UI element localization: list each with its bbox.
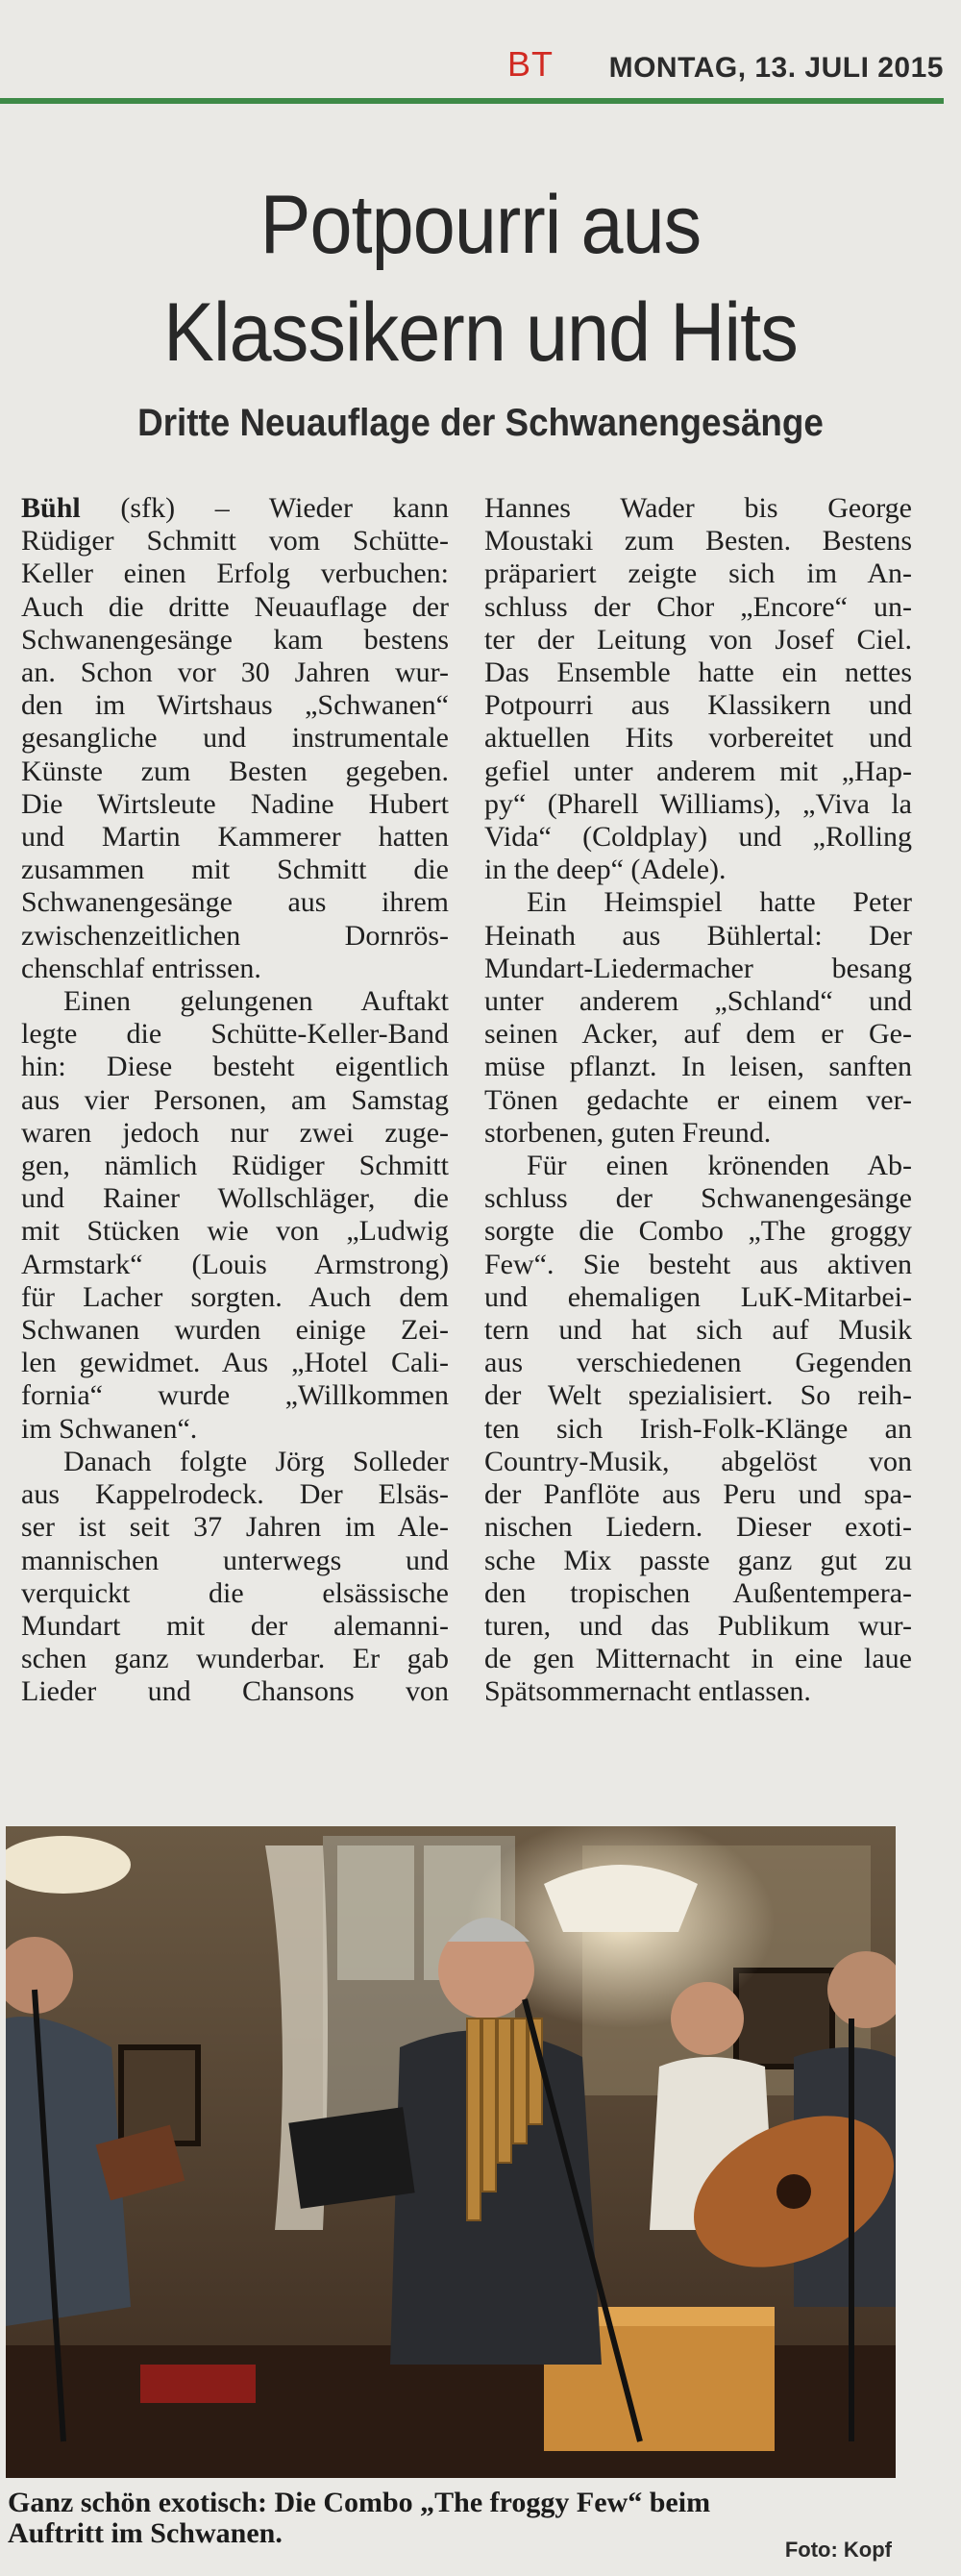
column-line: Keller einen Erfolg verbuchen:: [21, 557, 449, 590]
article-column-right: [484, 492, 912, 1709]
column-line: Schwanengesänge kam bestens: [21, 623, 449, 656]
column-line: Mundart mit der alemanni-: [21, 1609, 449, 1642]
column-line: präpariert zeigte sich im An-: [484, 557, 912, 590]
column-line: den im Wirtshaus „Schwanen“: [21, 689, 449, 722]
column-line: seinen Acker, auf dem er Ge-: [484, 1018, 912, 1051]
column-line: legte die Schütte-Keller-Band: [21, 1018, 449, 1051]
column-line: aus Kappelrodeck. Der Elsäs-: [21, 1478, 449, 1511]
column-line: Tönen gedachte er einem ver-: [484, 1083, 912, 1116]
column-line: Potpourri aus Klassikern und: [484, 689, 912, 722]
column-line: Ein Heimspiel hatte Peter: [527, 886, 912, 919]
column-line: tern und hat sich auf Musik: [484, 1314, 912, 1347]
column-line: verquickt die elsässische: [21, 1576, 449, 1609]
column-line: Schwanen wurden einige Zei-: [21, 1314, 449, 1347]
column-line: mit Stücken wie von „Ludwig: [21, 1215, 449, 1248]
column-line: Moustaki zum Besten. Bestens: [484, 525, 912, 557]
column-line: Auch die dritte Neuauflage der: [21, 590, 449, 623]
column-line: der Welt spezialisiert. So reih-: [484, 1379, 912, 1412]
photo-credit: Foto: Kopf: [784, 2538, 892, 2562]
column-line: len gewidmet. Aus „Hotel Cali-: [21, 1347, 449, 1379]
column-line: Mundart-Liedermacher besang: [484, 952, 912, 984]
column-line: fornia“ wurde „Willkommen: [21, 1379, 449, 1412]
column-line: sorgte die Combo „The groggy: [484, 1215, 912, 1248]
column-line: in the deep“ (Adele).: [484, 854, 727, 886]
column-line: Einen gelungenen Auftakt: [63, 985, 449, 1018]
column-line: Heinath aus Bühlertal: Der: [484, 919, 912, 952]
column-line: Künste zum Besten gegeben.: [21, 755, 449, 787]
column-line: gen, nämlich Rüdiger Schmitt: [21, 1150, 449, 1182]
column-line: Das Ensemble hatte ein nettes: [484, 656, 912, 689]
column-line: nischen Liedern. Dieser exoti-: [484, 1511, 912, 1544]
subheadline: Dritte Neuauflage der Schwanengesänge: [137, 402, 824, 444]
column-line: Danach folgte Jörg Solleder: [63, 1445, 449, 1477]
column-line: im Schwanen“.: [21, 1412, 198, 1445]
column-line: an. Schon vor 30 Jahren wur-: [21, 656, 449, 689]
column-line: [21, 492, 449, 525]
column-line: zwischenzeitlichen Dornrös-: [21, 919, 449, 952]
column-line: gesangliche und instrumentale: [21, 722, 449, 755]
column-line: hin: Diese besteht eigentlich: [21, 1051, 449, 1083]
band-photo-illustration: [6, 1826, 896, 2478]
column-line: storbenen, guten Freund.: [484, 1116, 772, 1149]
issue-date: MONTAG, 13. JULI 2015: [608, 52, 944, 84]
column-line: schluss der Schwanengesänge: [484, 1182, 912, 1215]
column-line: Country-Musik, abgelöst von: [484, 1445, 912, 1477]
column-line: Spätsommernacht entlassen.: [484, 1675, 811, 1708]
masthead: [0, 38, 961, 106]
column-line: für Lacher sorgten. Auch dem: [21, 1280, 449, 1313]
column-line: sche Mix passte ganz gut zu: [484, 1544, 912, 1576]
dateline: Bühl: [21, 492, 81, 524]
column-line: Schwanengesänge aus ihrem: [21, 886, 449, 919]
column-line: müse pflanzt. In leisen, sanften: [484, 1051, 912, 1083]
headline-line-1: Potpourri aus: [259, 179, 702, 271]
column-line: py“ (Pharell Williams), „Viva la: [484, 787, 912, 820]
column-line: den tropischen Außentempera-: [484, 1576, 912, 1609]
column-line: Rüdiger Schmitt vom Schütte-: [21, 525, 449, 557]
column-line: und Martin Kammerer hatten: [21, 821, 449, 854]
column-line: de gen Mitternacht in eine laue: [484, 1643, 912, 1675]
band-photo: [6, 1826, 896, 2478]
column-line: ten sich Irish-Folk-Klänge an: [484, 1412, 912, 1445]
column-line: der Panflöte aus Peru und spa-: [484, 1478, 912, 1511]
column-line: Few“. Sie besteht aus aktiven: [484, 1248, 912, 1280]
column-line: unter anderem „Schland“ und: [484, 985, 912, 1018]
column-line: Armstark“ (Louis Armstrong): [21, 1248, 449, 1280]
column-line: schluss der Chor „Encore“ un-: [484, 590, 912, 623]
column-line: ter der Leitung von Josef Ciel.: [484, 623, 912, 656]
photo-caption: [8, 2488, 892, 2549]
column-line: aktuellen Hits vorbereitet und: [484, 722, 912, 755]
headline: [65, 171, 897, 386]
caption-line-1: Ganz schön exotisch: Die Combo „The froggy Few“ beim: [8, 2487, 711, 2518]
column-line: Hannes Wader bis George: [484, 492, 912, 524]
article-column-left: [21, 492, 449, 1709]
paper-tag: BT: [507, 44, 554, 84]
column-line: aus verschiedenen Gegenden: [484, 1347, 912, 1379]
column-line: zusammen mit Schmitt die: [21, 854, 449, 886]
column-line: Vida“ (Coldplay) und „Rolling: [484, 821, 912, 854]
column-line: ser ist seit 37 Jahren im Ale-: [21, 1511, 449, 1544]
column-line: Für einen krönenden Ab-: [527, 1150, 912, 1182]
column-line: und Rainer Wollschläger, die: [21, 1182, 449, 1215]
column-line: mannischen unterwegs und: [21, 1544, 449, 1576]
column-line: Lieder und Chansons von: [21, 1675, 449, 1708]
column-line: und ehemaligen LuK-Mitarbei-: [484, 1280, 912, 1313]
column-line: Die Wirtsleute Nadine Hubert: [21, 787, 449, 820]
column-line: schen ganz wunderbar. Er gab: [21, 1643, 449, 1675]
header-rule: [0, 98, 944, 104]
column-line: waren jedoch nur zwei zuge-: [21, 1116, 449, 1149]
column-line: chenschlaf entrissen.: [21, 952, 261, 984]
caption-line-2: Auftritt im Schwanen.: [8, 2517, 283, 2549]
column-line: aus vier Personen, am Samstag: [21, 1083, 449, 1116]
headline-line-2: Klassikern und Hits: [163, 286, 798, 379]
author-tag: (sfk) – Wieder kann: [120, 492, 449, 524]
column-line: turen, und das Publikum wur-: [484, 1609, 912, 1642]
column-line: gefiel unter anderem mit „Hap-: [484, 755, 912, 787]
